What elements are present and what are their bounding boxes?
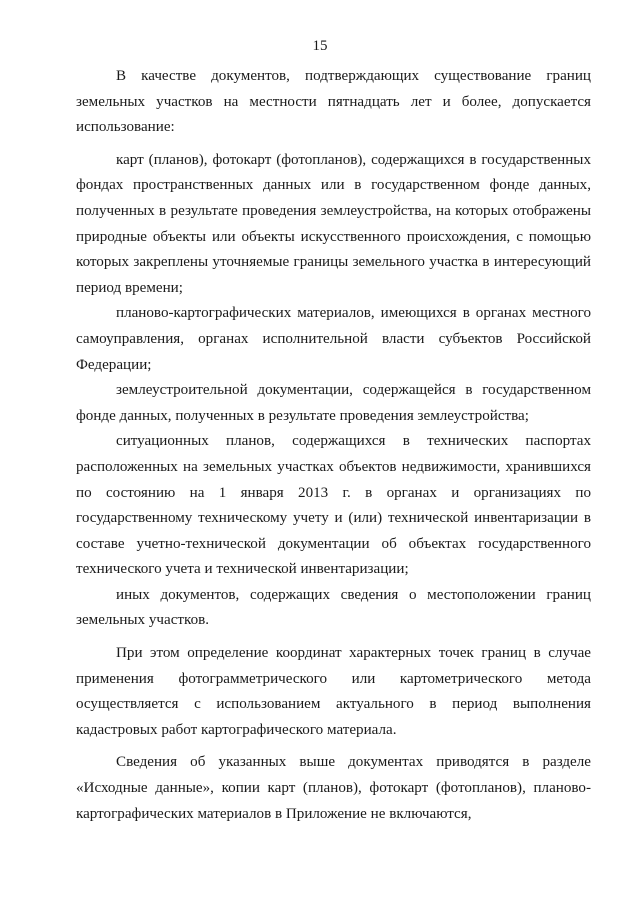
paragraph-situational-plans: ситуационных планов, содержащихся в технических паспортах расположенных на земельных участках объектов недвижимости, хранившихся по состоянию на 1 января 2013 г. в органах и организациях по государственному техническому учету и (или) технической инвентаризации в составе учетно-технической документации об объектах государственного технического учета и технической инвентаризации; <box>76 433 591 578</box>
paragraph-maps: карт (планов), фотокарт (фотопланов), содержащихся в государственных фондах пространственных данных или в государственном фонде данных, полученных в результате проведения землеустройства, на которых отображены природные объекты или объекты искусственного происхождения, с помощью которых закреплены уточняемые границы земельного участка в интересующий период времени; <box>76 151 591 296</box>
paragraph-coordinates: При этом определение координат характерных точек границ в случае применения фотограмметрического или картометрического метода осуществляется с использованием актуального в период выполнения кадастровых работ картографического материала. <box>76 645 591 738</box>
paragraph-other-documents: иных документов, содержащих сведения о местоположении границ земельных участков. <box>76 586 591 629</box>
paragraph-source-data: Сведения об указанных выше документах приводятся в разделе «Исходные данные», копии карт (планов), фотокарт (фотопланов), планово-картографических материалов в Приложение не включаются, <box>76 754 591 822</box>
page-number: 15 <box>312 38 328 54</box>
paragraph-intro: В качестве документов, подтверждающих существование границ земельных участков на местности пятнадцать лет и более, допускается использование: <box>76 68 591 136</box>
paragraph-cartographic-materials: планово-картографических материалов, имеющихся в органах местного самоуправления, органах исполнительной власти субъектов Российской Федерации; <box>76 305 591 373</box>
paragraph-land-documentation: землеустроительной документации, содержащейся в государственном фонде данных, полученных в результате проведения землеустройства; <box>76 382 591 424</box>
document-body <box>76 64 591 827</box>
